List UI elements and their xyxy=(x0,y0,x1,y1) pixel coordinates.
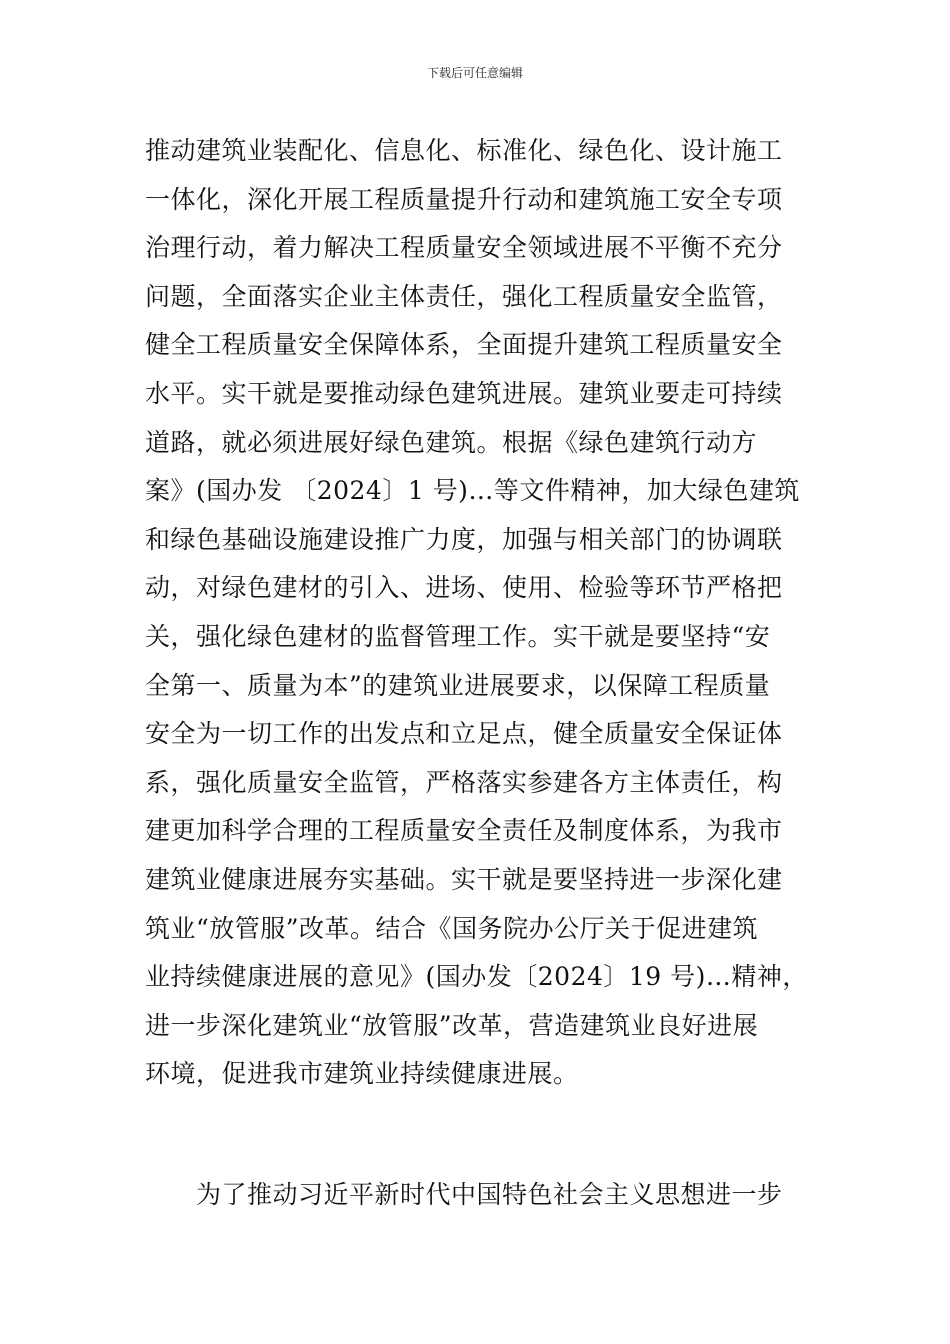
paragraph-line: 问题，全面落实企业主体责任，强化工程质量安全监管， xyxy=(145,281,783,311)
paragraph-line: 环境，促进我市建筑业持续健康进展。 xyxy=(145,1059,579,1089)
paragraph-line: 关，强化绿色建材的监督管理工作。实干就是要坚持“安 xyxy=(145,621,771,651)
paragraph-line: 健全工程质量安全保障体系，全面提升建筑工程质量安全 xyxy=(145,330,783,360)
page-header: 下载后可任意编辑 xyxy=(426,66,523,80)
paragraph-line: 系，强化质量安全监管，严格落实参建各方主体责任，构 xyxy=(145,767,783,797)
paragraph-line: 为了推动习近平新时代中国特色社会主义思想进一步 xyxy=(196,1180,783,1209)
paragraph-line: 和绿色基础设施建设推广力度，加强与相关部门的协调联 xyxy=(145,524,783,554)
paragraph-line: 水平。实干就是要推动绿色建筑进展。建筑业要走可持续 xyxy=(145,378,783,408)
paragraph-line: 安全为一切工作的出发点和立足点，健全质量安全保证体 xyxy=(145,719,783,749)
second-paragraph xyxy=(196,1171,816,1220)
paragraph-line: 治理行动，着力解决工程质量安全领域进展不平衡不充分 xyxy=(145,233,783,263)
paragraph-line: 动，对绿色建材的引入、进场、使用、检验等环节严格把 xyxy=(145,573,783,603)
paragraph-line: 进一步深化建筑业“放管服”改革，营造建筑业良好进展 xyxy=(145,1010,759,1040)
paragraph-line: 建更加科学合理的工程质量安全责任及制度体系，为我市 xyxy=(145,816,783,846)
paragraph-line: 一体化，深化开展工程质量提升行动和建筑施工安全专项 xyxy=(145,184,783,214)
paragraph-line: 推动建筑业装配化、信息化、标准化、绿色化、设计施工 xyxy=(145,136,783,165)
paragraph-line: 道路，就必须进展好绿色建筑。根据《绿色建筑行动方 xyxy=(145,427,758,457)
paragraph-line: 建筑业健康进展夯实基础。实干就是要坚持进一步深化建 xyxy=(145,864,783,894)
paragraph-line: 业持续健康进展的意见》(国办发〔2024〕19 号)…精神， xyxy=(145,962,808,992)
paragraph-line: 案》(国办发 〔2024〕1 号)…等文件精神，加大绿色建筑 xyxy=(145,476,800,506)
paragraph-line: 筑业“放管服”改革。结合《国务院办公厅关于促进建筑 xyxy=(145,913,759,943)
body-paragraph xyxy=(145,127,811,1099)
paragraph-line: 全第一、质量为本”的建筑业进展要求，以保障工程质量 xyxy=(145,670,771,700)
